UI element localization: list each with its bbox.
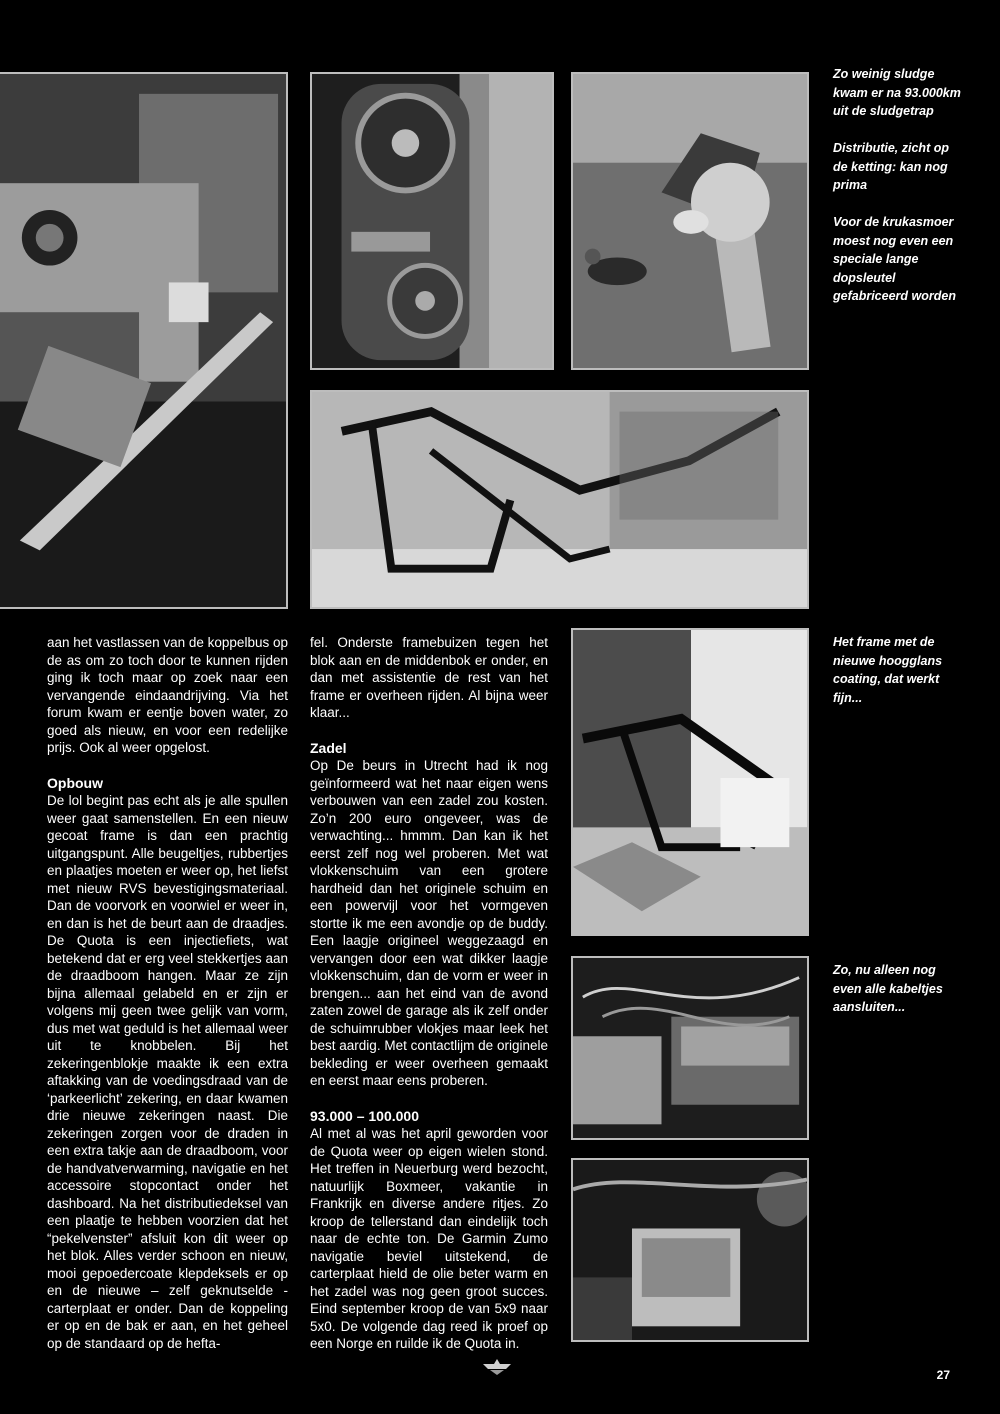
photo-frame-coated (571, 628, 809, 936)
heading-mileage: 93.000 – 100.000 (310, 1108, 419, 1124)
caption-distribution: Distributie, zicht op de ketting: kan nog prima (833, 141, 949, 192)
photo-crankshaft (571, 72, 809, 370)
photo-engine-cables (571, 956, 809, 1140)
photo-distribution-chain (310, 72, 554, 370)
end-logo-icon (482, 1358, 512, 1376)
col1-intro: aan het vastlassen van de koppelbus op de as om zo toch door te kunnen rijden ging ik toch maar op zoek naar een vervangende eindaandrijving. Via het forum kwam er eentje boven water, zo goed als nieuw, en voor een redelijke prijs. Ook al weer opgelost. (47, 635, 288, 755)
page-number: 27 (936, 1368, 950, 1382)
col2-body-zadel: Op De beurs in Utrecht had ik nog geïnformeerd wat het naar eigen wens verbouwen van een zadel zou kosten. Zo’n 200 euro ongeveer, was de verwachting... hmmm. Dan kan ik het eerst zelf nog wel proberen. Met wat vlokkenschuim van een grotere hardheid dan het originele schuim en een powervijl voor het vormgeven stortte ik me een avondje op de buddy. Een laagje origineel weggezaagd en vervangen door een wat dikker laagje vlokkenschuim, dan de vorm er weer in brengen... aan het eind van de avond zaten zowel de garage als ik zelf onder de schuimrubber vlokjes maar leek het best aardig. Met contactlijm de originele bekleding er weer overheen gemaakt en eerst maar eens proberen. (310, 758, 548, 1088)
photo-engine-tool (0, 72, 288, 609)
photo-frame-workshop (310, 390, 809, 609)
caption-top (833, 65, 963, 306)
article-column-1 (47, 634, 288, 1352)
heading-zadel: Zadel (310, 740, 347, 756)
photo-engine-underside (571, 1158, 809, 1342)
col1-body: De lol begint pas echt als je alle spullen weer gaat samenstellen. En een nieuw gecoat frame is dan een prachtig uitgangspunt. Alle beugeltjes, rubbertjes en plaatjes moeten er weer op, het liefst met nieuw RVS bevestigingsmateriaal. Dan de voorvork en voorwiel er weer in, en dan is het de beurt aan de draadjes. De Quota is een injectiefiets, wat betekend dat er erg veel stekkertjes aan de draadboom hangen. Maar ze zijn bijna allemaal gelabeld en er zijn er volgens mij geen twee gelijk van vorm, dus met wat geduld is het allemaal weer uit te knobbelen. Bij het zekeringenblokje maakte ik een extra aftakking van de voedingsdraad van de ‘parkeerlicht’ zekering, en daar kwamen drie nieuwe zekeringen naast. Die zekeringen zorgen voor de draden in een extra takje aan de draadboom, voor de handvatverwarming, navigatie en het accessoire stopcontact onder het dashboard. Na het distributiedeksel van een plaatje te hebben voorzien dat het “pekelvenster” afsluit kon dit weer op het blok. Alles verder schoon en nieuw, mooi gepoedercoate klepdeksels er op en de nieuwe – zelf geknutselde - carterplaat er onder. Dan de koppeling er op en de bak er aan, en het geheel op de standaard op de hefta- (47, 793, 288, 1351)
caption-crank-nut: Voor de krukasmoer moest nog even een speciale lange dopsleutel gefabriceerd worden (833, 215, 956, 303)
col2-intro: fel. Onderste framebuizen tegen het blok aan en de middenbok er onder, en dan met assistentie de rest van het frame er overheen rijden. Al bijna weer klaar... (310, 635, 548, 720)
caption-frame: Het frame met de nieuwe hoogglans coating, dat werkt fijn... (833, 635, 943, 705)
heading-opbouw: Opbouw (47, 775, 103, 791)
col2-body-mileage: Al met al was het april geworden voor de Quota weer op eigen wielen stond. Het treffen in Neuerburg werd bezocht, natuurlijk Boxmeer, vakantie in Frankrijk en diverse andere ritjes. Zo kroop de tellerstand dan eindelijk toch naar de echte ton. De Garmin Zumo navigatie beviel uitstekend, de carterplaat hield de olie beter warm en het zadel was nog geen groot succes. Eind september kroop de van 5x9 naar 5x0. De volgende dag reed ik proef op een Norge en ruilde ik de Quota in. (310, 1126, 548, 1351)
caption-sludge: Zo weinig sludge kwam er na 93.000km uit de sludgetrap (833, 67, 961, 118)
caption-cables: Zo, nu alleen nog even alle kabeltjes aansluiten... (833, 963, 943, 1014)
article-column-2 (310, 634, 548, 1353)
